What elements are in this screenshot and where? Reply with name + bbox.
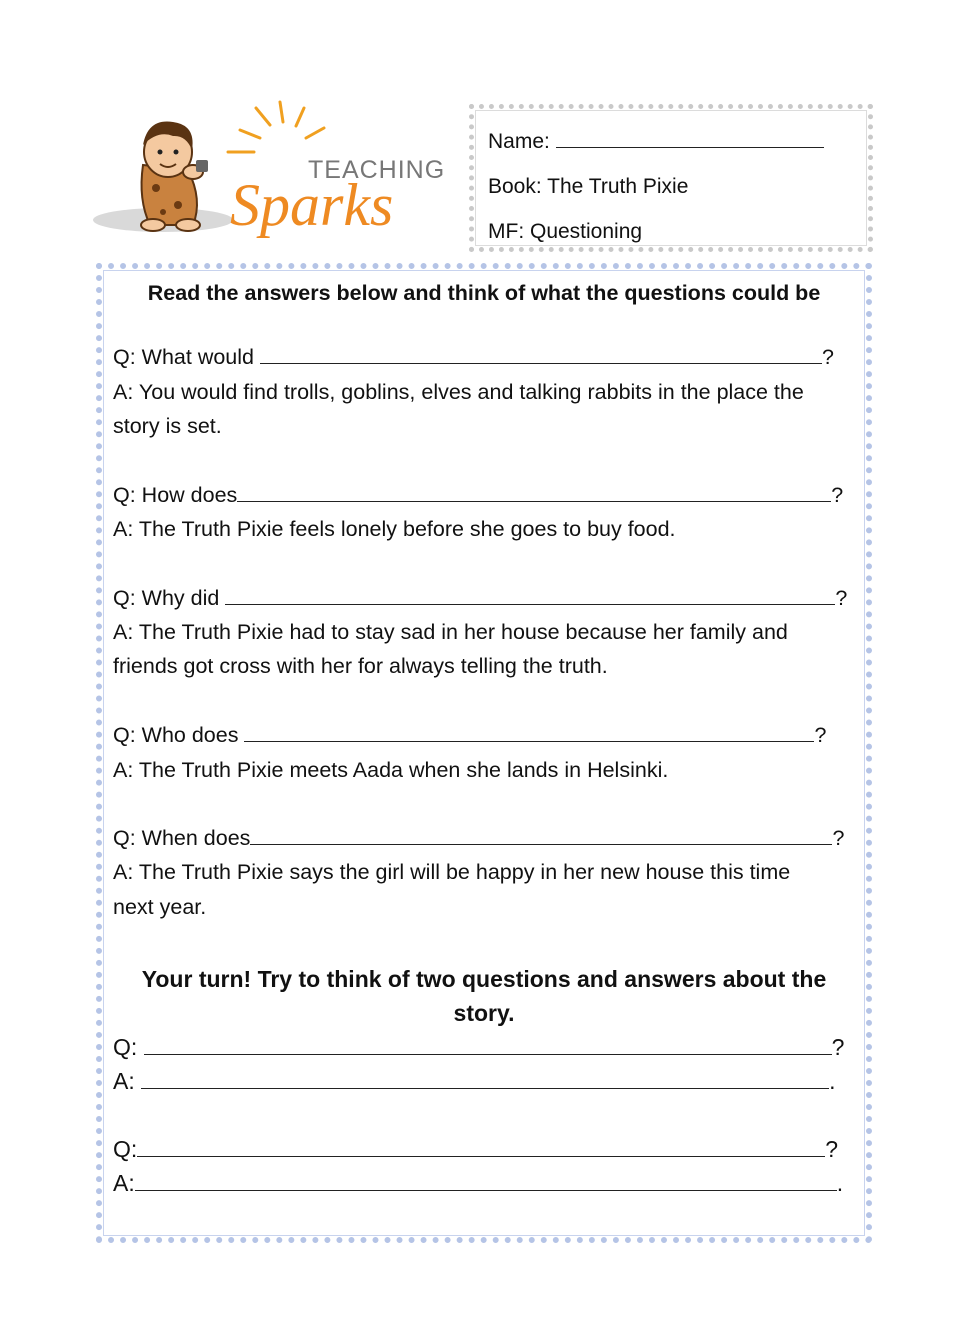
question-label: Q: What would xyxy=(113,345,260,369)
answer-line: A: The Truth Pixie says the girl will be happy in her new house this time xyxy=(113,860,791,884)
your-turn-heading: Your turn! Try to think of two questions and answers about the xyxy=(141,966,827,992)
your-answer-blank[interactable] xyxy=(141,1068,829,1089)
your-answer-blank[interactable] xyxy=(135,1170,837,1191)
question-mark: ? xyxy=(832,826,845,850)
answer-line: A: The Truth Pixie had to stay sad in her house because her family and xyxy=(113,620,788,644)
question-line xyxy=(113,340,834,374)
answer-line: A: The Truth Pixie meets Aada when she lands in Helsinki. xyxy=(113,758,669,782)
question-label: Q: xyxy=(113,1136,138,1162)
name-line xyxy=(488,119,868,164)
period-mark: . xyxy=(829,1068,836,1094)
mf-line: MF: Questioning xyxy=(488,220,643,243)
period-mark: . xyxy=(836,1170,844,1196)
your-question-line xyxy=(113,1132,838,1166)
question-blank[interactable] xyxy=(225,584,835,605)
teaching-sparks-logo xyxy=(88,100,448,250)
logo-sparks-text: Sparks xyxy=(230,172,394,238)
your-answer-line xyxy=(113,1166,843,1200)
your-question-line xyxy=(113,1030,844,1064)
question-label: Q: Who does xyxy=(113,723,245,747)
question-label: Q: When does xyxy=(113,826,251,850)
student-info-box xyxy=(469,104,873,252)
answer-label: A: xyxy=(113,1170,135,1196)
sun-rays-icon xyxy=(228,102,324,152)
worksheet-heading: Read the answers below and think of what the questions could be xyxy=(147,281,821,305)
question-blank[interactable] xyxy=(244,721,814,742)
question-line xyxy=(113,478,843,512)
answer-line: story is set. xyxy=(113,414,222,438)
answer-label: A: xyxy=(113,1068,142,1094)
your-question-blank[interactable] xyxy=(137,1136,825,1157)
question-label: Q: How does xyxy=(113,483,238,507)
question-mark: ? xyxy=(814,723,827,747)
question-line xyxy=(113,718,826,752)
question-blank[interactable] xyxy=(260,343,822,364)
name-blank[interactable] xyxy=(556,127,824,148)
answer-line: A: You would find trolls, goblins, elves and talking rabbits in the place the xyxy=(113,380,804,404)
your-turn-heading-cont: story. xyxy=(453,1000,515,1026)
book-line: Book: The Truth Pixie xyxy=(488,175,689,198)
question-mark: ? xyxy=(821,345,834,369)
question-mark: ? xyxy=(825,1136,839,1162)
question-line xyxy=(113,581,847,615)
answer-line: A: The Truth Pixie feels lonely before she goes to buy food. xyxy=(113,517,676,541)
question-mark: ? xyxy=(835,586,848,610)
answer-line: next year. xyxy=(113,895,207,919)
question-blank[interactable] xyxy=(237,481,831,502)
question-label: Q: Why did xyxy=(113,586,226,610)
your-question-blank[interactable] xyxy=(144,1034,832,1055)
your-answer-line xyxy=(113,1064,836,1098)
question-mark: ? xyxy=(831,1034,845,1060)
question-blank[interactable] xyxy=(250,824,832,845)
logo-teaching-text: TEACHING xyxy=(308,156,446,184)
answer-line: friends got cross with her for always telling the truth. xyxy=(113,654,608,678)
question-mark: ? xyxy=(831,483,844,507)
question-line xyxy=(113,821,844,855)
name-label: Name: xyxy=(488,130,556,153)
question-label: Q: xyxy=(113,1034,144,1060)
